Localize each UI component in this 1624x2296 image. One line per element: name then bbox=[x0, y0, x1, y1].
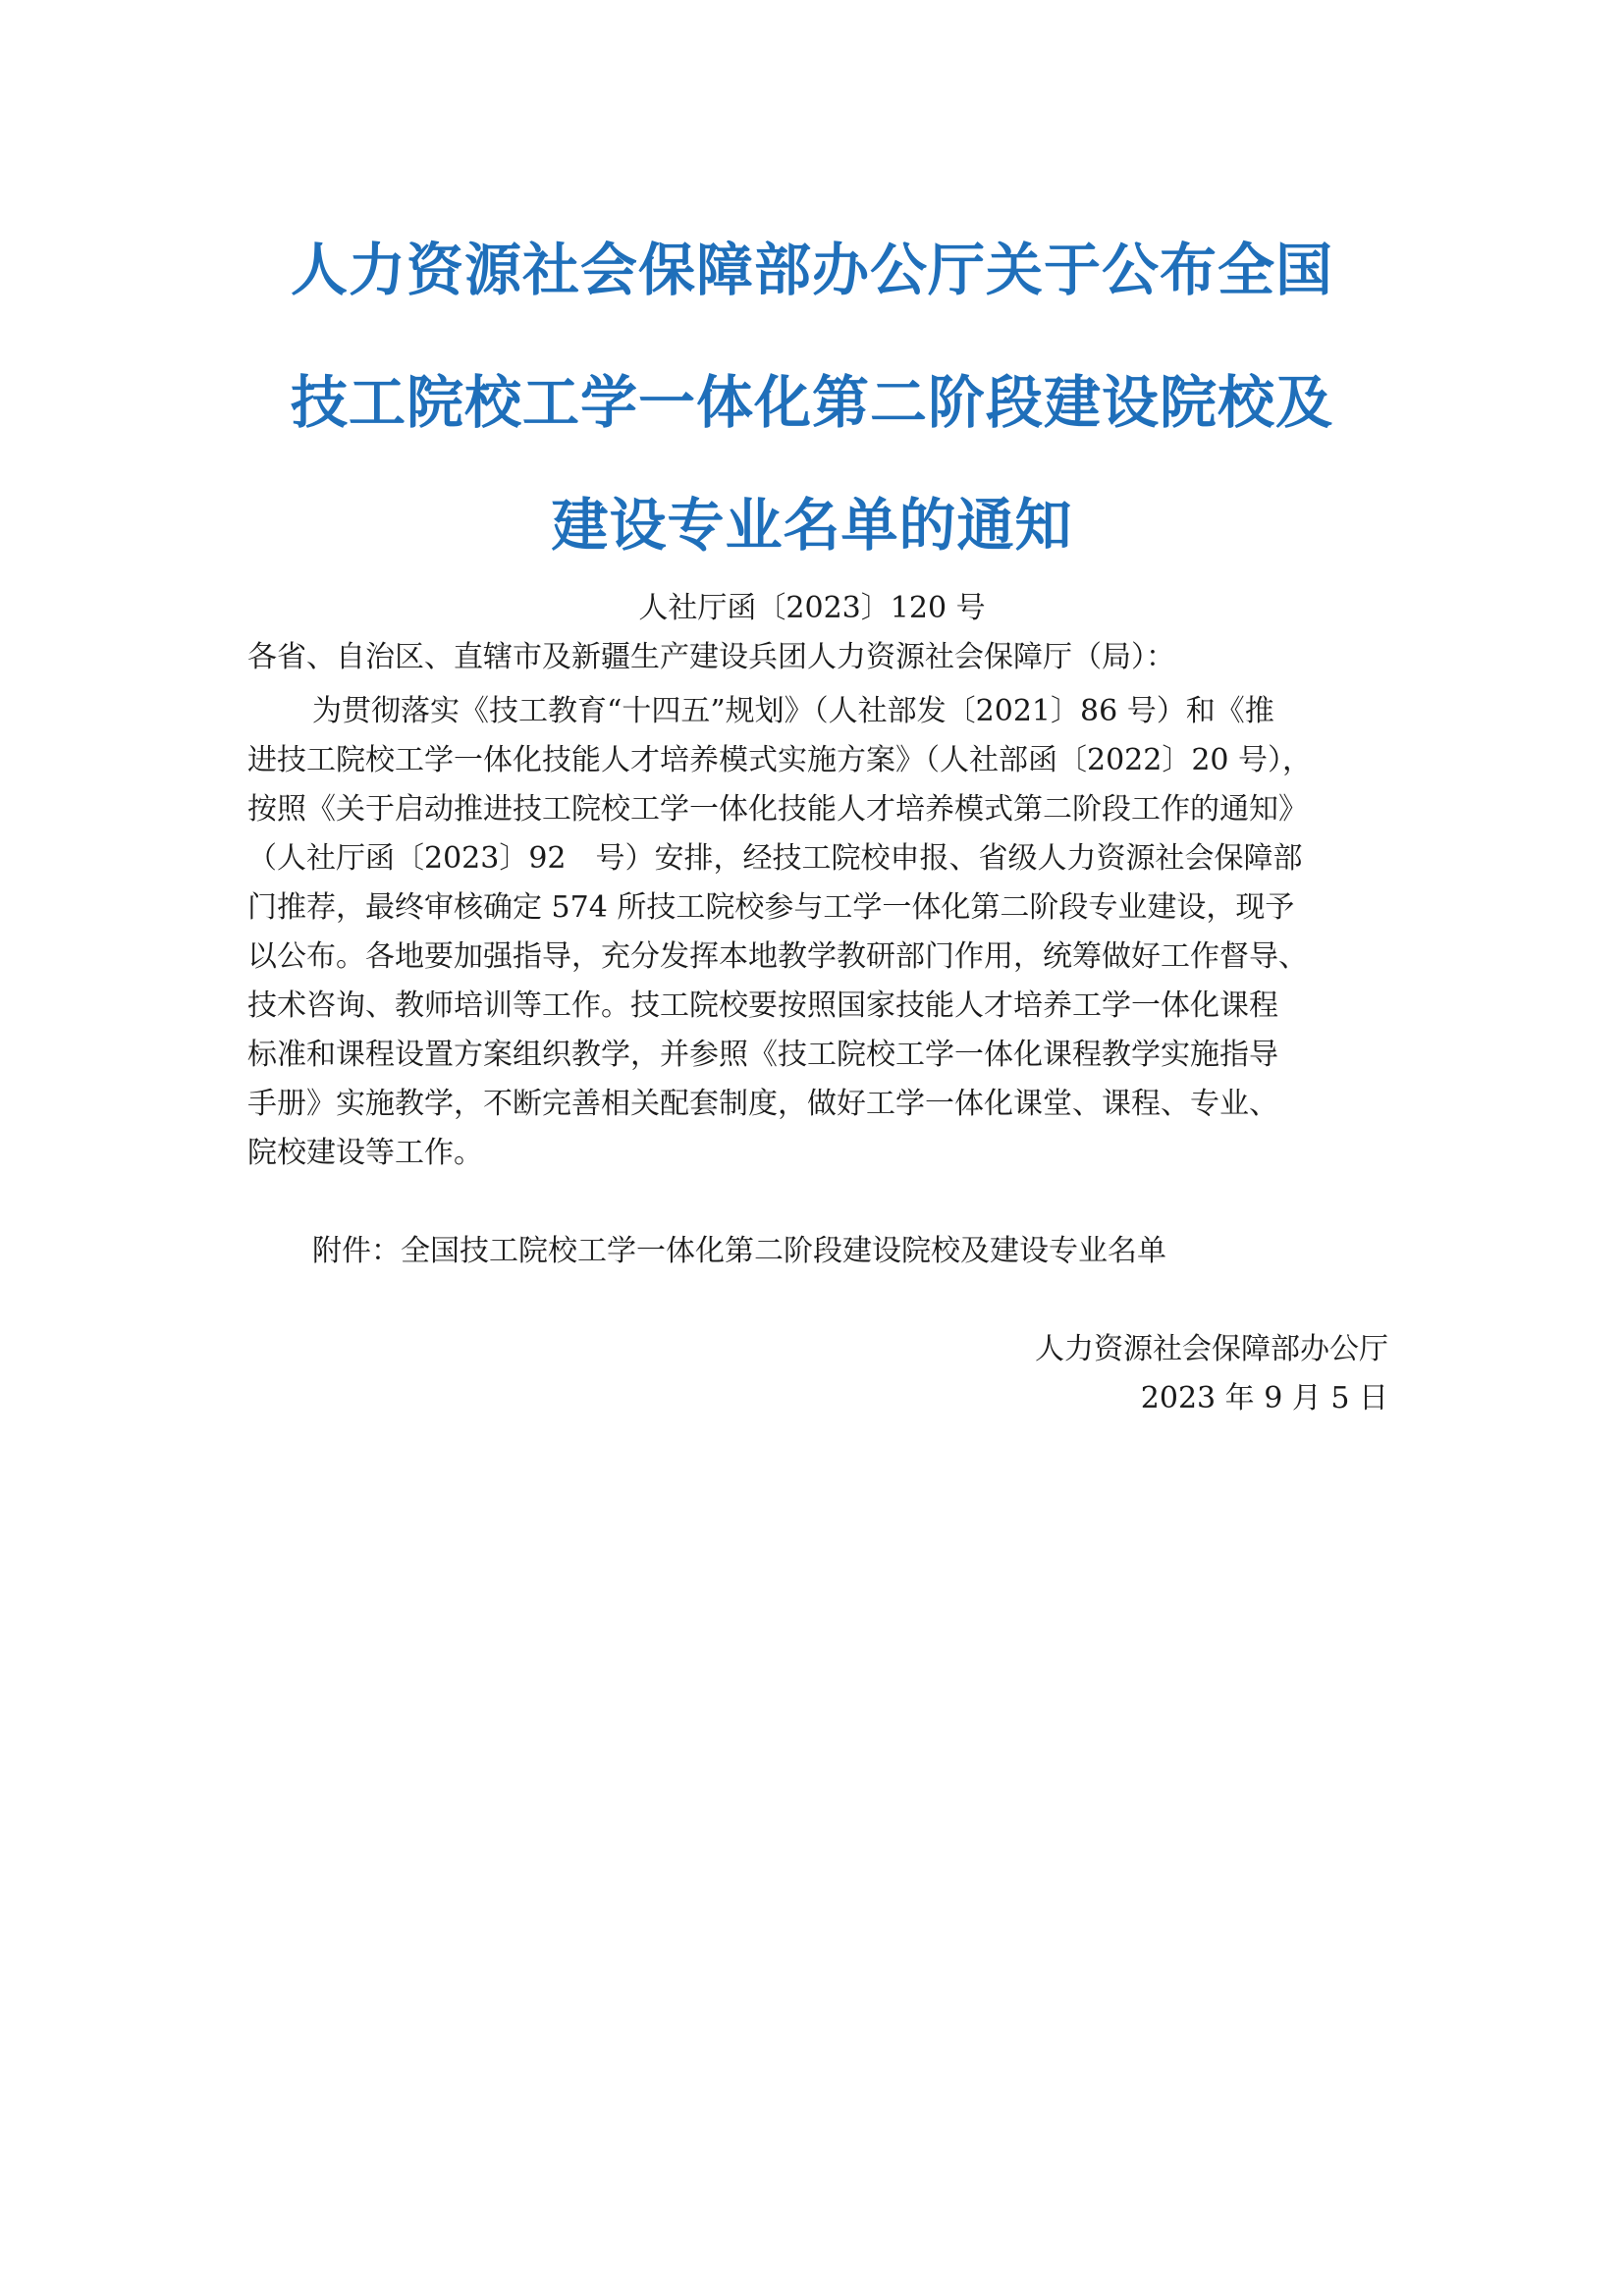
body-line-10: 院校建设等工作。 bbox=[247, 1136, 483, 1170]
issuer-signature: 人力资源社会保障部办公厅 bbox=[1035, 1332, 1388, 1366]
body-line-6: 以公布。各地要加强指导，充分发挥本地教学教研部门作用，统筹做好工作督导、 bbox=[247, 939, 1308, 974]
body-line-9: 手册》实施教学，不断完善相关配套制度，做好工学一体化课堂、课程、专业、 bbox=[247, 1087, 1278, 1121]
body-line-1: 为贯彻落实《技工教育“十四五”规划》（人社部发〔2021〕86 号）和《推 bbox=[312, 694, 1274, 728]
body-line-5: 门推荐，最终审核确定 574 所技工院校参与工学一体化第二阶段专业建设，现予 bbox=[247, 890, 1295, 925]
attachment-line: 附件：全国技工院校工学一体化第二阶段建设院校及建设专业名单 bbox=[312, 1234, 1166, 1268]
body-line-8: 标准和课程设置方案组织教学，并参照《技工院校工学一体化课程教学实施指导 bbox=[247, 1038, 1278, 1072]
title-line-1: 人力资源社会保障部办公厅关于公布全国 bbox=[290, 237, 1333, 303]
issue-date: 2023 年 9 月 5 日 bbox=[1140, 1381, 1388, 1415]
document-number: 人社厅函〔2023〕120 号 bbox=[638, 591, 986, 625]
body-line-2: 进技工院校工学一体化技能人才培养模式实施方案》（人社部函〔2022〕20 号）， bbox=[247, 743, 1313, 777]
body-line-3: 按照《关于启动推进技工院校工学一体化技能人才培养模式第二阶段工作的通知》 bbox=[247, 792, 1308, 827]
title-line-3: 建设专业名单的通知 bbox=[551, 492, 1073, 559]
title-line-2: 技工院校工学一体化第二阶段建设院校及 bbox=[290, 369, 1333, 436]
body-line-4: （人社厅函〔2023〕92 号）安排，经技工院校申报、省级人力资源社会保障部 bbox=[247, 841, 1303, 876]
body-line-7: 技术咨询、教师培训等工作。技工院校要按照国家技能人才培养工学一体化课程 bbox=[247, 988, 1278, 1023]
salutation: 各省、自治区、直辖市及新疆生产建设兵团人力资源社会保障厅（局）： bbox=[247, 640, 1175, 674]
